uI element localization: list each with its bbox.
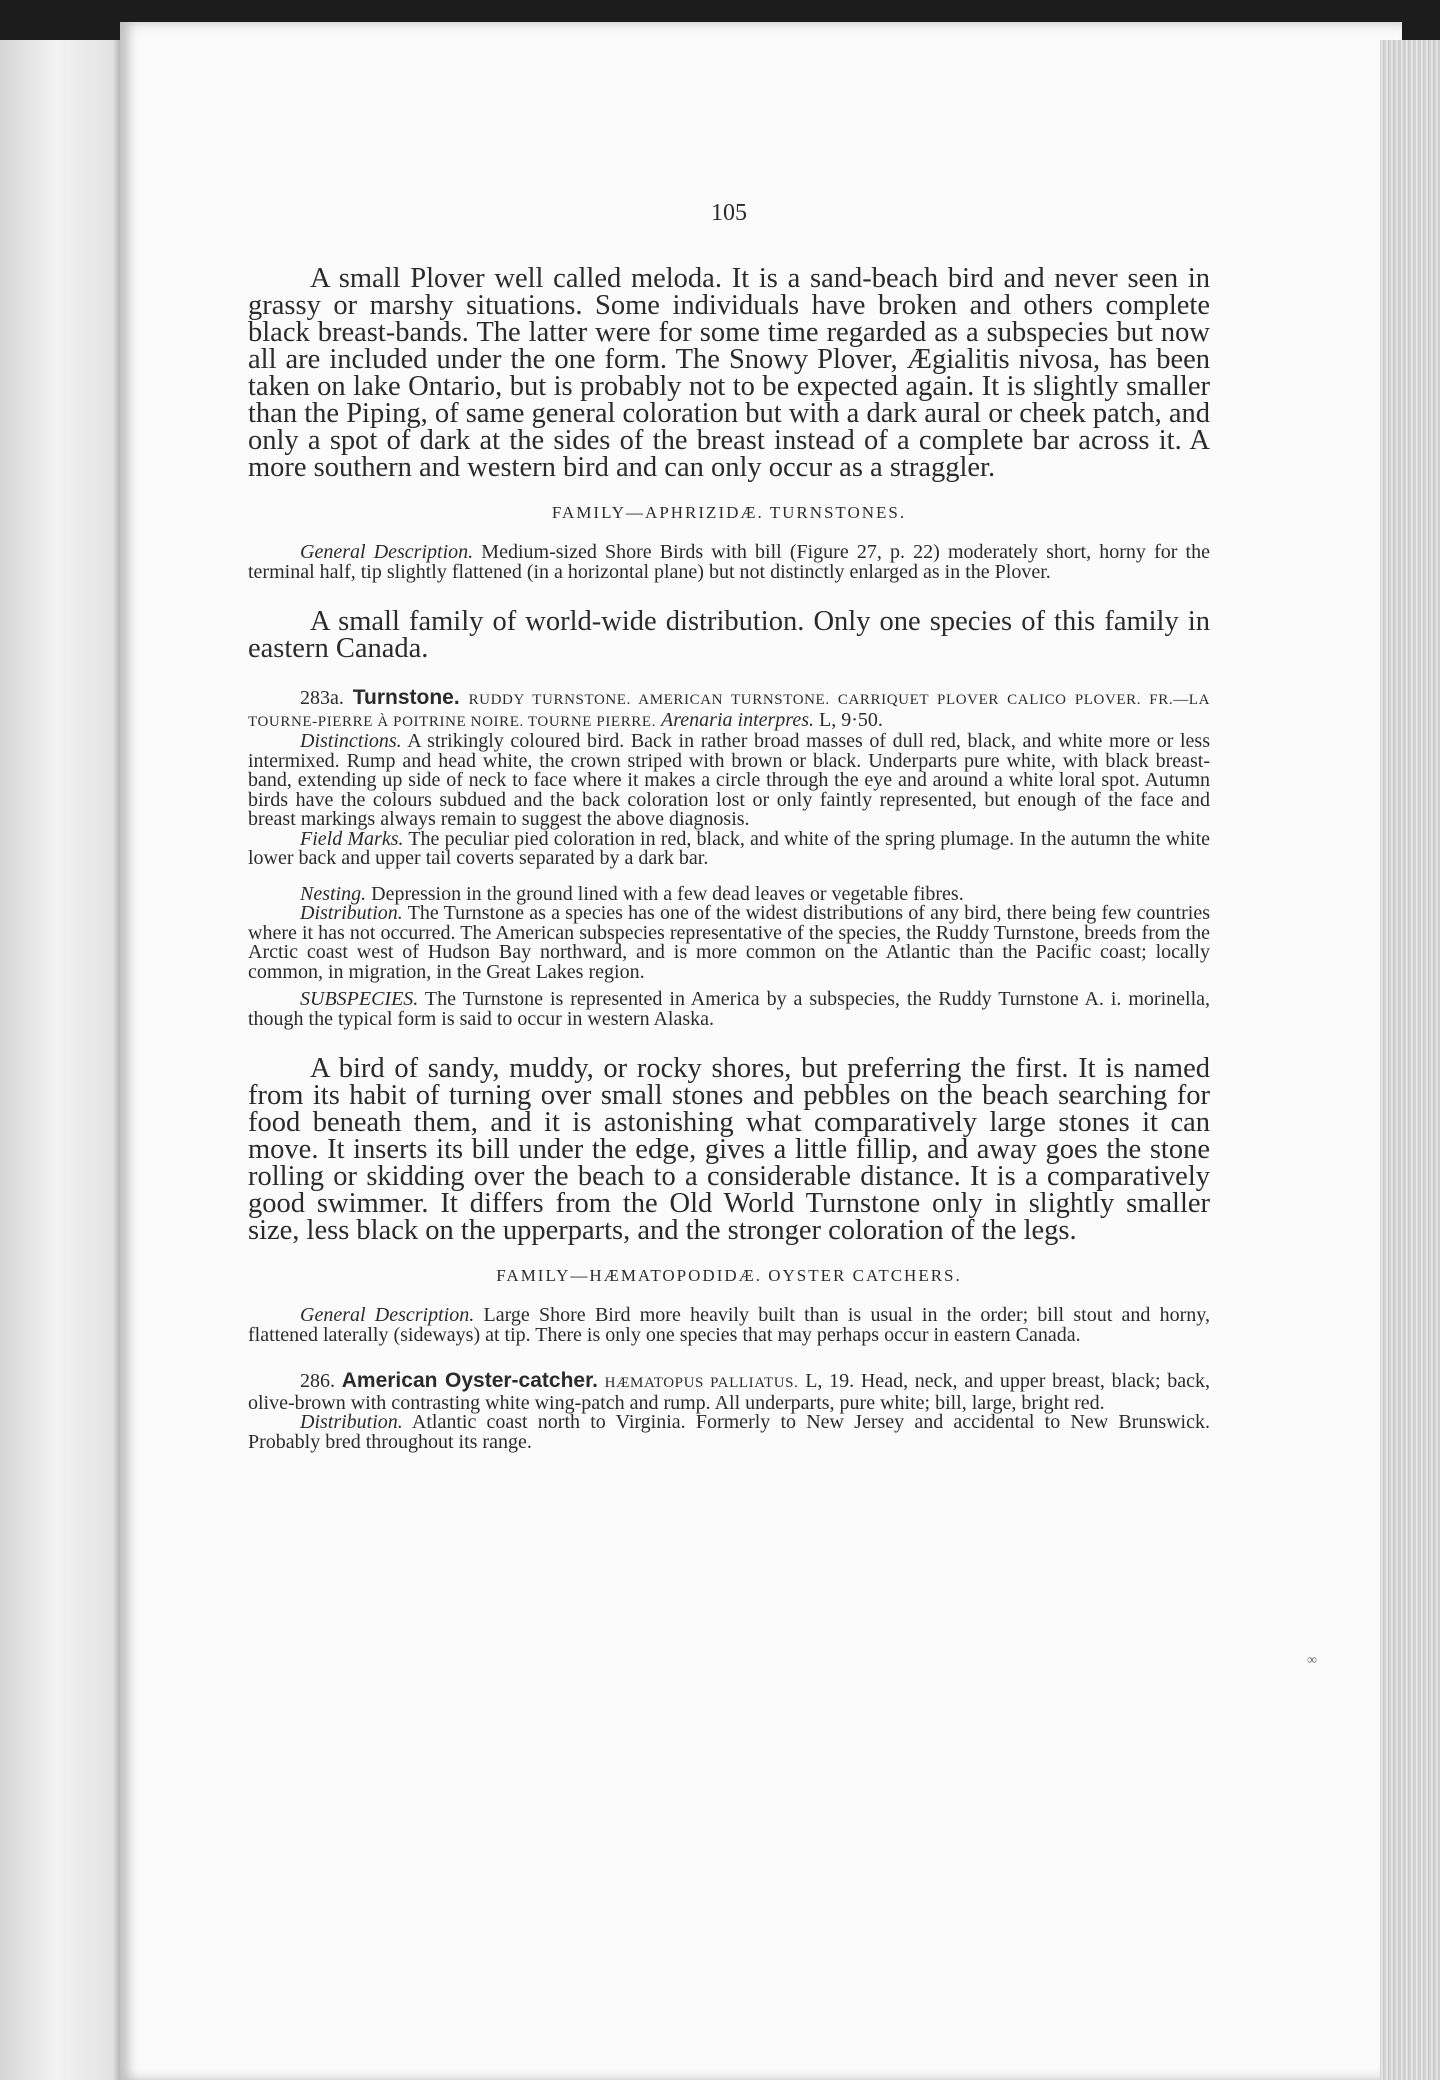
facing-page-edge [0, 40, 125, 2080]
oyster-distribution-paragraph [248, 1413, 1210, 1452]
field-marks-text: The peculiar pied coloration in red, black, and white of the spring plumage. In the autumn the white lower back and upper tail coverts separated by a dark bar. [248, 827, 1211, 869]
turnstone-narrative-paragraph: A bird of sandy, muddy, or rocky shores, but preferring the first. It is named from its habit of turning over small stones and pebbles on the beach searching for food beneath them, and it is astonishing what comparatively large stones it can move. It inserts its bill under the edge, gives a little fillip, and away goes the stone rolling or skidding over the beach to a considerable distance. It is a comparatively good swimmer. It differs from the Old World Turnstone only in slightly smaller size, less black on the upperparts, and the stronger coloration of the legs. [248, 1053, 1210, 1246]
distinctions-paragraph [248, 732, 1210, 830]
oyster-distribution-label: Distribution. [300, 1411, 403, 1433]
species-length: L, 9·50. [818, 708, 883, 731]
subspecies-text: The Turnstone is represented in America by a subspecies, the Ruddy Turnstone A. i. morinella, though the typical form is said to occur in western Alaska. [248, 988, 1211, 1030]
turnstone-species-entry [248, 688, 1210, 732]
oyster-general-text: Large Shore Bird more heavily built than is usual in the order; bill stout and horny, flattened laterally (sideways) at tip. There is only one species that may perhaps occur in eastern Canada. [248, 1304, 1211, 1346]
general-description-text: Medium-sized Shore Birds with bill (Figure 27, p. 22) moderately short, horny for the terminal half, tip slightly flattened (in a horizontal plane) but not distinctly enlarged as in the Plover. [248, 541, 1210, 583]
oyster-catcher-species-entry [248, 1371, 1210, 1413]
oyster-species-name: American Oyster-catcher. [341, 1369, 598, 1392]
page-stack-edge [1380, 40, 1440, 2080]
general-description-label: General Description. [300, 541, 474, 563]
species-vernacular-names: RUDDY TURNSTONE. AMERICAN TURNSTONE. CARRIQUET PLOVER CALICO PLOVER. FR.—LA TOURNE-PIERRE À POITRINE NOIRE. TOURNE PIERRE. [248, 692, 1210, 730]
oyster-distribution-text: Atlantic coast north to Virginia. Formerly to New Jersey and accidental to New Brunswick. Probably bred throughout its range. [248, 1411, 1210, 1453]
oyster-general-description [248, 1306, 1210, 1345]
species-latin-name: Arenaria interpres. [661, 708, 814, 731]
distinctions-text: A strikingly coloured bird. Back in rather broad masses of dull red, black, and white more or less intermixed. Rump and head white, the crown striped with brown or black. Underparts pure white, with black breast-band, extending up side of neck to face where it makes a circle through the eye and around a white loral spot. Autumn birds have the colours subdued and the back coloration lost or only faintly represented, but enough of the face and breast markings always remain to suggest the above diagnosis. [248, 730, 1210, 830]
nesting-label: Nesting. [300, 882, 367, 905]
species-name: Turnstone. [352, 686, 460, 709]
subspecies-label: SUBSPECIES. [300, 988, 419, 1010]
margin-mark: ∞ [1307, 1653, 1317, 1668]
turnstone-family-paragraph: A small family of world-wide distribution. Only one species of this family in eastern Canada. [248, 606, 1210, 664]
family-turnstones-heading: FAMILY—APHRIZIDÆ. TURNSTONES. [551, 503, 907, 522]
distribution-label: Distribution. [300, 902, 403, 924]
turnstone-general-description [248, 543, 1210, 582]
family-oyster-catchers-heading: FAMILY—HÆMATOPODIDÆ. OYSTER CATCHERS. [496, 1266, 962, 1285]
distribution-text: The Turnstone as a species has one of the widest distributions of any bird, there being few countries where it has not occurred. The American subspecies representative of the species, the Ruddy Turnstone, breeds from the Arctic coast west of Hudson Bay northward, and is more common on the Atlantic than the Pacific coast; locally common, in migration, in the Great Lakes region. [248, 902, 1210, 983]
nesting-text: Depression in the ground lined with a few dead leaves or vegetable fibres. [371, 882, 964, 905]
field-marks-label: Field Marks. [300, 827, 404, 850]
oyster-species-number: 286. [300, 1370, 335, 1392]
distribution-paragraph [248, 904, 1210, 982]
oyster-latin-name: HÆMATOPUS PALLIATUS. [604, 1375, 799, 1391]
field-marks-paragraph [248, 827, 1211, 869]
oyster-general-label: General Description. [300, 1304, 475, 1326]
page-content [248, 200, 1210, 1452]
page-number: 105 [711, 200, 747, 226]
oyster-description: L, 19. Head, neck, and upper breast, black; back, olive-brown with contrasting white wing-patch and rump. All underparts, pure white; bill, large, bright red. [248, 1370, 1211, 1414]
species-number: 283a. [300, 687, 344, 709]
distinctions-label: Distinctions. [300, 730, 402, 752]
piping-plover-paragraph: A small Plover well called meloda. It is a sand-beach bird and never seen in grassy or marshy situations. Some individuals have broken and others complete black breast-bands. The latter were for some time regarded as a subspecies but now all are included under the one form. The Snowy Plover, Ægialitis nivosa, has been taken on lake Ontario, but is probably not to be expected again. It is slightly smaller than the Piping, of same general coloration but with a dark aural or cheek patch, and only a spot of dark at the sides of the breast instead of a complete bar across it. A more southern and western bird and can only occur as a straggler. [248, 263, 1210, 483]
subspecies-paragraph [248, 990, 1210, 1029]
